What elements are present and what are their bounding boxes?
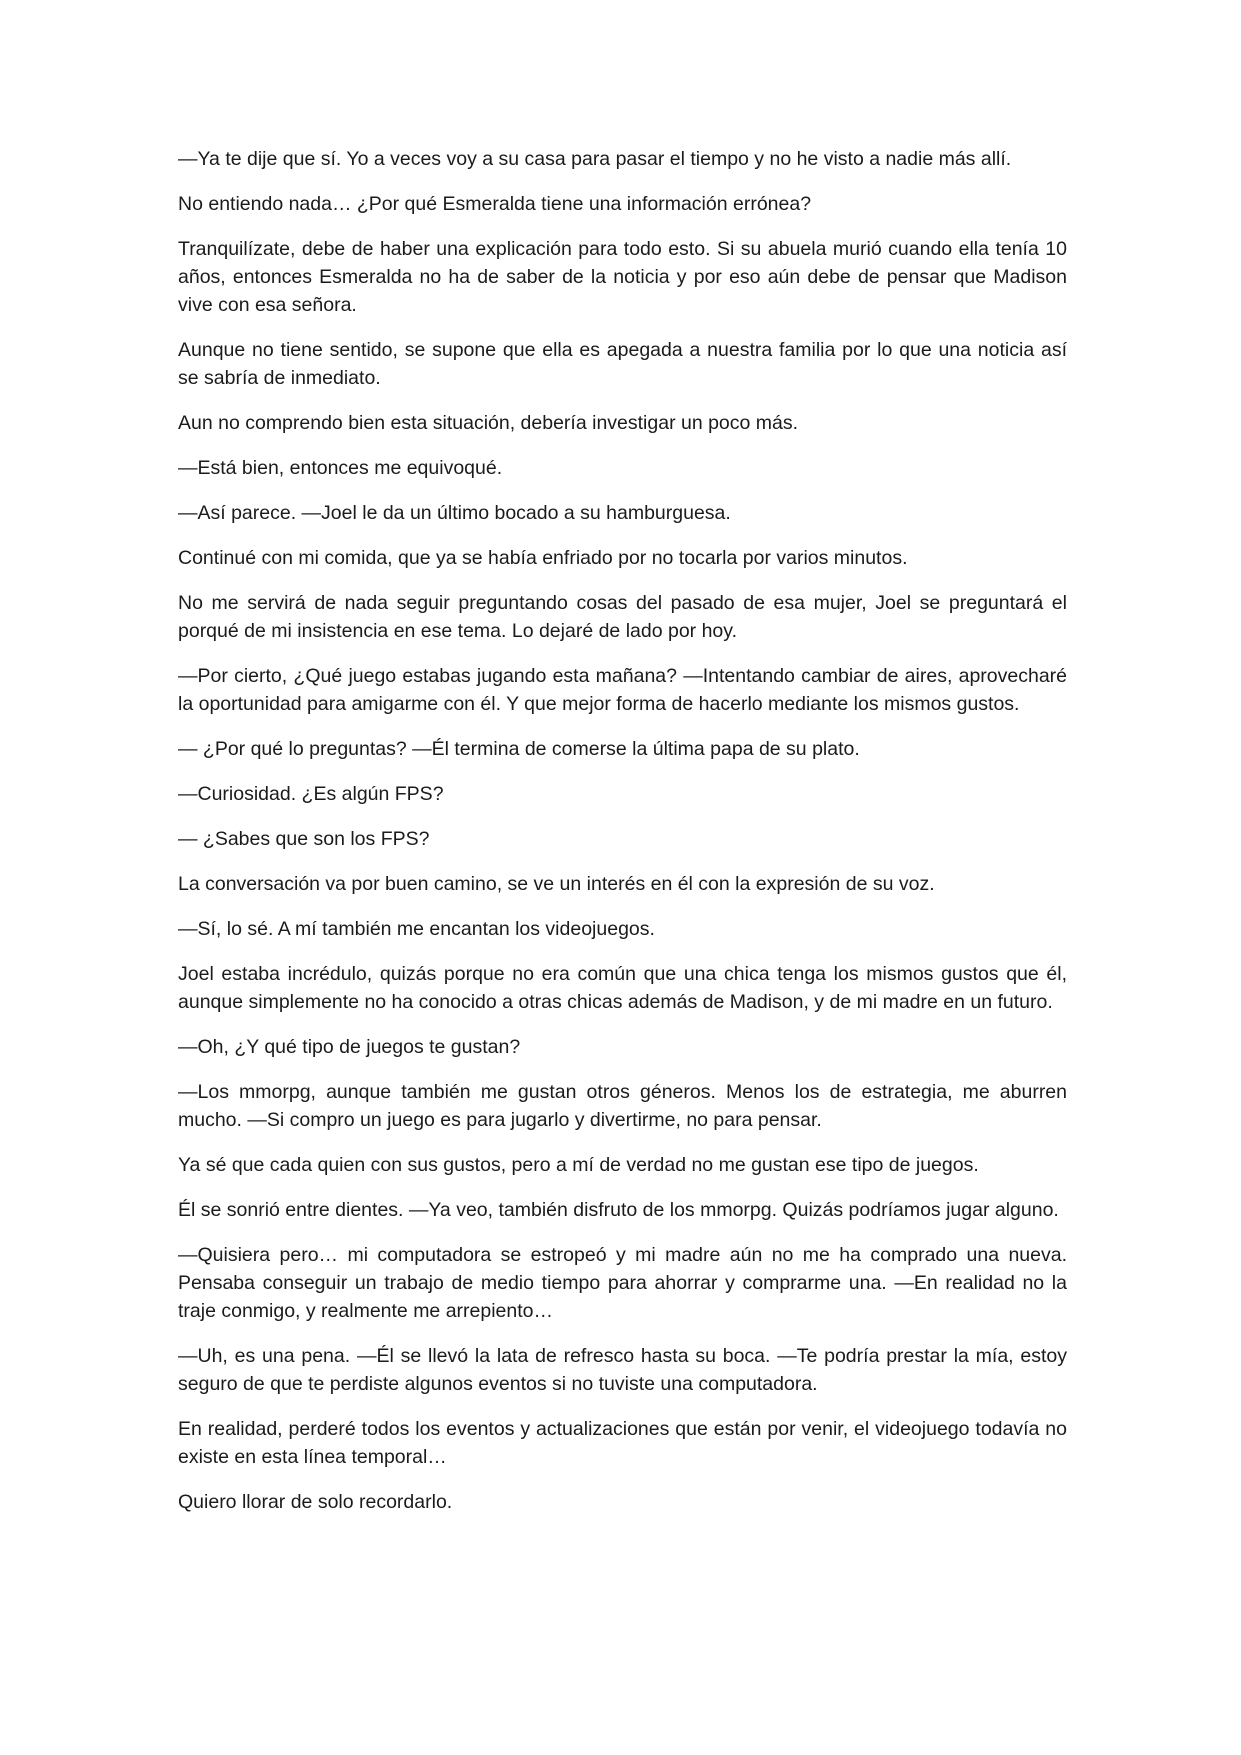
paragraph: No me servirá de nada seguir preguntando cosas del pasado de esa mujer, Joel se preguntará el porqué de mi insistencia en ese tema. Lo dejaré de lado por hoy.: [178, 592, 1067, 642]
paragraph: —Ya te dije que sí. Yo a veces voy a su casa para pasar el tiempo y no he visto a nadie más allí.: [178, 148, 1012, 170]
paragraph: La conversación va por buen camino, se ve un interés en él con la expresión de su voz.: [178, 873, 935, 895]
paragraph: —Así parece. —Joel le da un último bocado a su hamburguesa.: [178, 502, 731, 524]
paragraph: —Uh, es una pena. —Él se llevó la lata de refresco hasta su boca. —Te podría prestar la mía, estoy seguro de que te perdiste algunos eventos si no tuviste una computadora.: [178, 1345, 1067, 1395]
paragraph: —Está bien, entonces me equivoqué.: [178, 457, 503, 479]
paragraph: Quiero llorar de solo recordarlo.: [178, 1491, 453, 1513]
paragraph: Continué con mi comida, que ya se había enfriado por no tocarla por varios minutos.: [178, 547, 908, 569]
paragraph: —Curiosidad. ¿Es algún FPS?: [178, 783, 444, 805]
paragraph: —Sí, lo sé. A mí también me encantan los videojuegos.: [178, 918, 655, 940]
paragraph: —Por cierto, ¿Qué juego estabas jugando esta mañana? —Intentando cambiar de aires, aprovecharé la oportunidad para amigarme con él. Y que mejor forma de hacerlo mediante los mismos gustos.: [178, 665, 1067, 715]
paragraph: En realidad, perderé todos los eventos y actualizaciones que están por venir, el videojuego todavía no existe en esta línea temporal…: [178, 1418, 1067, 1468]
paragraph: — ¿Por qué lo preguntas? —Él termina de comerse la última papa de su plato.: [178, 738, 860, 760]
paragraph: Él se sonrió entre dientes. —Ya veo, también disfruto de los mmorpg. Quizás podríamos jugar alguno.: [178, 1199, 1059, 1221]
paragraph: —Oh, ¿Y qué tipo de juegos te gustan?: [178, 1036, 521, 1058]
paragraph: Aun no comprendo bien esta situación, debería investigar un poco más.: [178, 412, 799, 434]
paragraph: Aunque no tiene sentido, se supone que ella es apegada a nuestra familia por lo que una noticia así se sabría de inmediato.: [178, 339, 1067, 389]
document-body: [178, 145, 1067, 1533]
paragraph: —Los mmorpg, aunque también me gustan otros géneros. Menos los de estrategia, me aburren mucho. —Si compro un juego es para jugarlo y divertirme, no para pensar.: [178, 1081, 1067, 1131]
paragraph: Joel estaba incrédulo, quizás porque no era común que una chica tenga los mismos gustos que él, aunque simplemente no ha conocido a otras chicas además de Madison, y de mi madre en un futuro.: [178, 963, 1067, 1013]
paragraph: —Quisiera pero… mi computadora se estropeó y mi madre aún no me ha comprado una nueva. Pensaba conseguir un trabajo de medio tiempo para ahorrar y comprarme una. —En realidad no la traje conmigo, y realmente me arrepiento…: [178, 1244, 1067, 1322]
paragraph: Ya sé que cada quien con sus gustos, pero a mí de verdad no me gustan ese tipo de juegos.: [178, 1154, 979, 1176]
paragraph: — ¿Sabes que son los FPS?: [178, 828, 430, 850]
paragraph: Tranquilízate, debe de haber una explicación para todo esto. Si su abuela murió cuando ella tenía 10 años, entonces Esmeralda no ha de saber de la noticia y por eso aún debe de pensar que Madison vive con esa señora.: [178, 238, 1067, 316]
paragraph: No entiendo nada… ¿Por qué Esmeralda tiene una información errónea?: [178, 193, 812, 215]
